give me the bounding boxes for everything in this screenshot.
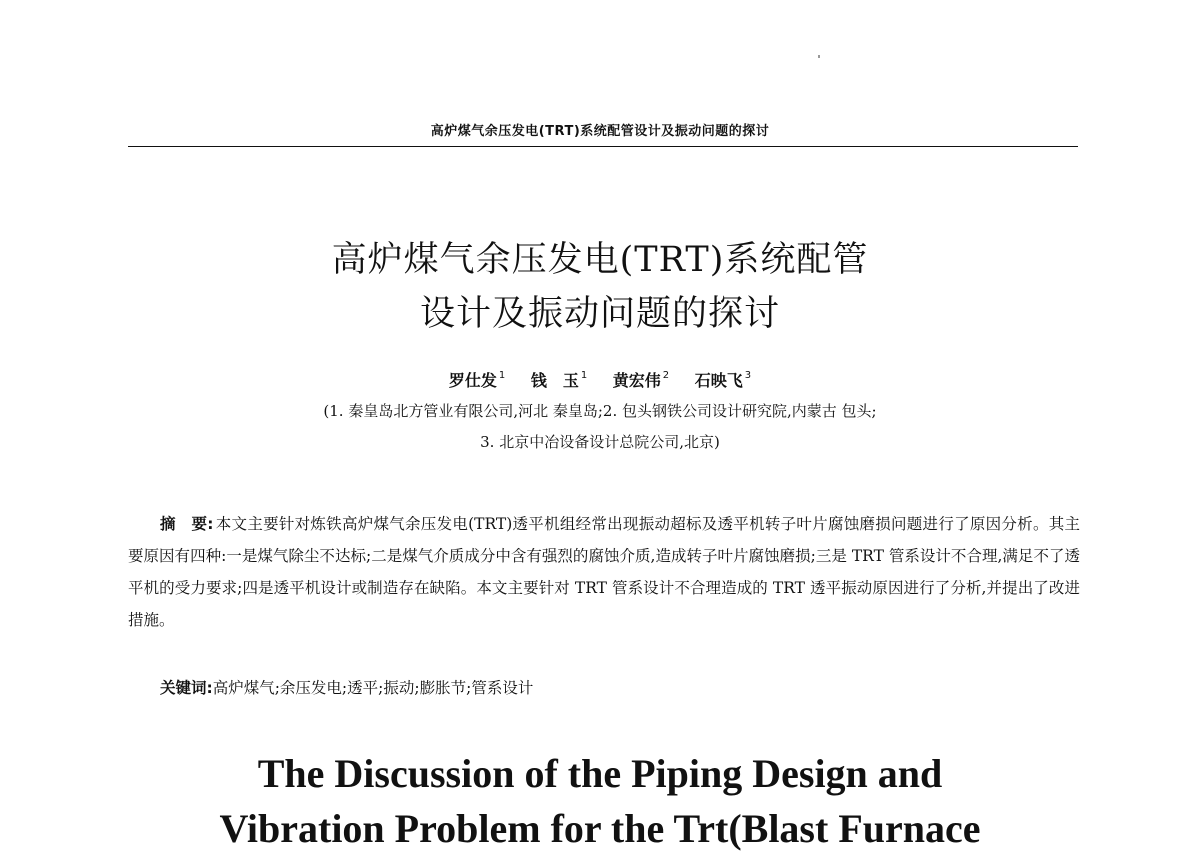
keywords-label: 关键词: [160, 679, 213, 697]
author-affil-mark: 2 [662, 370, 670, 381]
author-affil-mark: 1 [498, 370, 506, 381]
header-rule [128, 146, 1078, 147]
author-name: 钱 玉 [530, 371, 579, 390]
affiliation-line-2: 3. 北京中冶设备设计总院公司,北京) [480, 433, 720, 451]
scan-speck [818, 55, 820, 58]
abstract [128, 508, 1080, 636]
author-2 [531, 371, 587, 390]
author-affil-mark: 3 [744, 370, 752, 381]
english-title-line-2: Vibration Problem for the Trt(Blast Furnace [219, 806, 981, 851]
keywords-text: 高炉煤气;余压发电;透平;振动;膨胀节;管系设计 [212, 679, 534, 697]
author-list [0, 368, 1200, 391]
author-name: 黄宏伟 [612, 371, 661, 390]
author-affil-mark: 1 [580, 370, 588, 381]
author-1 [449, 371, 505, 390]
english-title-line-1: The Discussion of the Piping Design and [257, 751, 943, 796]
running-head: 高炉煤气余压发电(TRT)系统配管设计及振动问题的探讨 [430, 124, 770, 139]
keywords [160, 672, 1060, 704]
chinese-title-line-1: 高炉煤气余压发电(TRT)系统配管 [331, 240, 869, 280]
author-name: 石映飞 [694, 371, 743, 390]
author-name: 罗仕发 [448, 371, 497, 390]
abstract-label: 摘 要: [160, 515, 214, 533]
chinese-title-line-2: 设计及振动问题的探讨 [419, 294, 780, 334]
abstract-text: 本文主要针对炼铁高炉煤气余压发电(TRT)透平机组经常出现振动超标及透平机转子叶片腐蚀磨损问题进行了原因分析。其主要原因有四种:一是煤气除尘不达标;二是煤气介质成分中含有强烈的腐蚀介质,造成转子叶片腐蚀磨损;三是 TRT 管系设计不合理,满足不了透平机的受力要求;四是透平机设计或制造存在缺陷。本文主要针对 TRT 管系设计不合理造成的 TRT 透平振动原因进行了分析,并提出了改进措施。 [128, 515, 1080, 629]
author-3 [613, 371, 669, 390]
author-4 [695, 371, 751, 390]
affiliation-line-1: (1. 秦皇岛北方管业有限公司,河北 秦皇岛;2. 包头钢铁公司设计研究院,内蒙古 包头; [323, 402, 877, 420]
